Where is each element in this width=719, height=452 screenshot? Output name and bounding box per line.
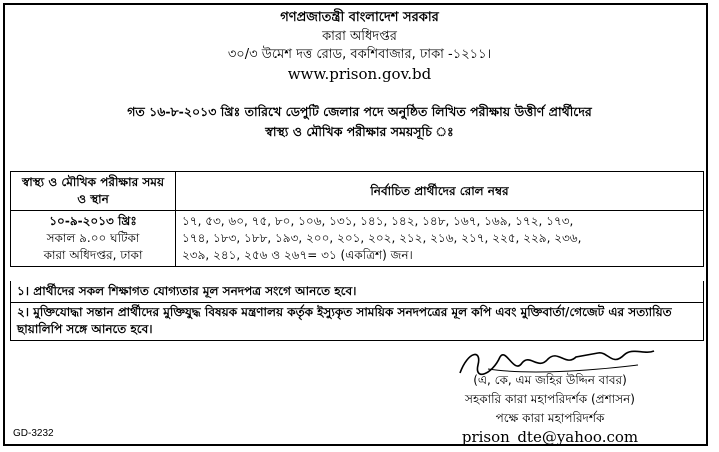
- exam-venue: কারা অধিদপ্তর, ঢাকা: [43, 248, 143, 262]
- signatory-on-behalf: পক্ষে কারা মহাপরিদর্শক: [495, 411, 605, 425]
- contact-email[interactable]: prison_dte@yahoo.com: [461, 428, 639, 446]
- roll-line: ২৩৯, ২৪১, ২৫৬ ও ২৬৭= ৩১ (একত্রিশ) জন।: [182, 248, 413, 262]
- signatory-name: (এ, কে, এম জহির উদ্দিন বাবর): [473, 373, 627, 387]
- government-title: গণপ্রজাতন্ত্রী বাংলাদেশ সরকার: [280, 10, 439, 25]
- table-header-row: [11, 172, 704, 211]
- signatory-designation: সহকারি কারা মহাপরিদর্শক (প্রশাসন): [465, 392, 635, 406]
- exam-date: ১০-৯-২০১৩ খ্রিঃ: [49, 214, 137, 228]
- schedule-table: [10, 171, 704, 267]
- exam-time-place: [11, 211, 176, 267]
- note-1: ১। প্রার্থীদের সকল শিক্ষাগত যোগ্যতার মূল সনদপত্র সংগে আনতে হবে।: [10, 281, 704, 303]
- header-roll-numbers: নির্বাচিত প্রার্থীদের রোল নম্বর: [176, 172, 704, 211]
- document-id: GD-3232: [13, 428, 54, 439]
- roll-line: ১৭৪, ১৮৩, ১৮৮, ১৯৩, ২০০, ২০১, ২০২, ২১২, ২১৬, ২১৭, ২২৫, ২২৯, ২৩৬,: [182, 231, 582, 245]
- table-row: [11, 211, 704, 267]
- website-link[interactable]: www.prison.gov.bd: [287, 65, 432, 83]
- header-time-place: স্বাস্থ্য ও মৌখিক পরীক্ষার সময় ও স্থান: [11, 172, 176, 211]
- note-2: ২। মুক্তিযোদ্ধা সন্তান প্রার্থীদের মুক্তিযুদ্ধ বিষয়ক মন্ত্রণালয় কর্তৃক ইস্যুকৃত সাময়িক সনদপত্রের মূল কপি এবং মুক্তিবার্তা/গেজেট এর সত্যায়িত ছায়ালিপি সঙ্গে আনতে হবে।: [10, 302, 704, 341]
- department-name: কারা অধিদপ্তর: [322, 29, 397, 44]
- roll-numbers: [176, 211, 704, 267]
- intro-line-1: গত ১৬-৮-২০১৩ খ্রিঃ তারিখে ডেপুটি জেলার পদে অনুষ্ঠিত লিখিত পরীক্ষায় উত্তীর্ণ প্রার্থীদের: [127, 104, 592, 119]
- roll-line: ১৭, ৫৩, ৬০, ৭৫, ৮০, ১০৬, ১৩১, ১৪১, ১৪২, ১৪৮, ১৬৭, ১৬৯, ১৭২, ১৭৩,: [182, 214, 574, 228]
- exam-time: সকাল ৯.০০ ঘটিকা: [46, 231, 140, 245]
- office-address: ৩০/৩ উমেশ দত্ত রোড, বকশিবাজার, ঢাকা -১২১১।: [227, 47, 492, 62]
- intro-line-2: স্বাস্থ্য ও মৌখিক পরীক্ষার সময়সূচি ঃ: [265, 124, 454, 139]
